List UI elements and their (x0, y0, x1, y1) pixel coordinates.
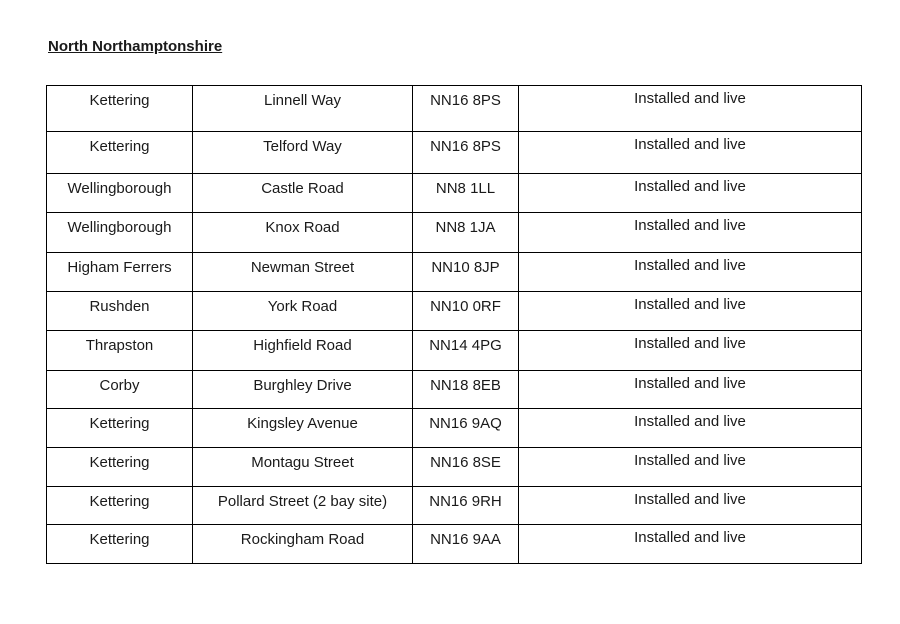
status-cell: Installed and live (519, 213, 862, 253)
status-cell: Installed and live (519, 487, 862, 525)
town-cell: Higham Ferrers (47, 253, 193, 292)
postcode-cell: NN18 8EB (413, 371, 519, 409)
postcode-cell: NN16 9AA (413, 525, 519, 564)
sites-table-body (47, 86, 862, 564)
postcode-cell: NN10 8JP (413, 253, 519, 292)
town-cell: Kettering (47, 525, 193, 564)
street-cell: Montagu Street (193, 448, 413, 487)
status-cell: Installed and live (519, 292, 862, 331)
postcode-cell: NN16 8SE (413, 448, 519, 487)
status-cell: Installed and live (519, 86, 862, 132)
postcode-cell: NN8 1LL (413, 174, 519, 213)
status-cell: Installed and live (519, 331, 862, 371)
table-row (47, 253, 862, 292)
postcode-cell: NN16 8PS (413, 132, 519, 174)
street-cell: Newman Street (193, 253, 413, 292)
town-cell: Thrapston (47, 331, 193, 371)
table-row (47, 525, 862, 564)
table-row (47, 132, 862, 174)
street-cell: Highfield Road (193, 331, 413, 371)
postcode-cell: NN10 0RF (413, 292, 519, 331)
status-cell: Installed and live (519, 371, 862, 409)
postcode-cell: NN16 9RH (413, 487, 519, 525)
street-cell: Kingsley Avenue (193, 409, 413, 448)
status-cell: Installed and live (519, 253, 862, 292)
street-cell: Linnell Way (193, 86, 413, 132)
street-cell: Rockingham Road (193, 525, 413, 564)
table-row (47, 331, 862, 371)
status-cell: Installed and live (519, 409, 862, 448)
page-heading: North Northamptonshire (48, 38, 223, 55)
town-cell: Corby (47, 371, 193, 409)
postcode-cell: NN8 1JA (413, 213, 519, 253)
street-cell: Burghley Drive (193, 371, 413, 409)
table-row (47, 409, 862, 448)
postcode-cell: NN16 8PS (413, 86, 519, 132)
town-cell: Kettering (47, 487, 193, 525)
street-cell: York Road (193, 292, 413, 331)
table-row (47, 448, 862, 487)
town-cell: Rushden (47, 292, 193, 331)
table-row (47, 292, 862, 331)
town-cell: Wellingborough (47, 213, 193, 253)
street-cell: Telford Way (193, 132, 413, 174)
street-cell: Knox Road (193, 213, 413, 253)
postcode-cell: NN14 4PG (413, 331, 519, 371)
town-cell: Kettering (47, 86, 193, 132)
status-cell: Installed and live (519, 174, 862, 213)
table-row (47, 213, 862, 253)
postcode-cell: NN16 9AQ (413, 409, 519, 448)
status-cell: Installed and live (519, 525, 862, 564)
street-cell: Pollard Street (2 bay site) (193, 487, 413, 525)
street-cell: Castle Road (193, 174, 413, 213)
table-row (47, 86, 862, 132)
town-cell: Kettering (47, 448, 193, 487)
status-cell: Installed and live (519, 132, 862, 174)
table-row (47, 487, 862, 525)
status-cell: Installed and live (519, 448, 862, 487)
town-cell: Kettering (47, 132, 193, 174)
sites-table (46, 85, 862, 564)
table-row (47, 174, 862, 213)
town-cell: Wellingborough (47, 174, 193, 213)
table-row (47, 371, 862, 409)
town-cell: Kettering (47, 409, 193, 448)
